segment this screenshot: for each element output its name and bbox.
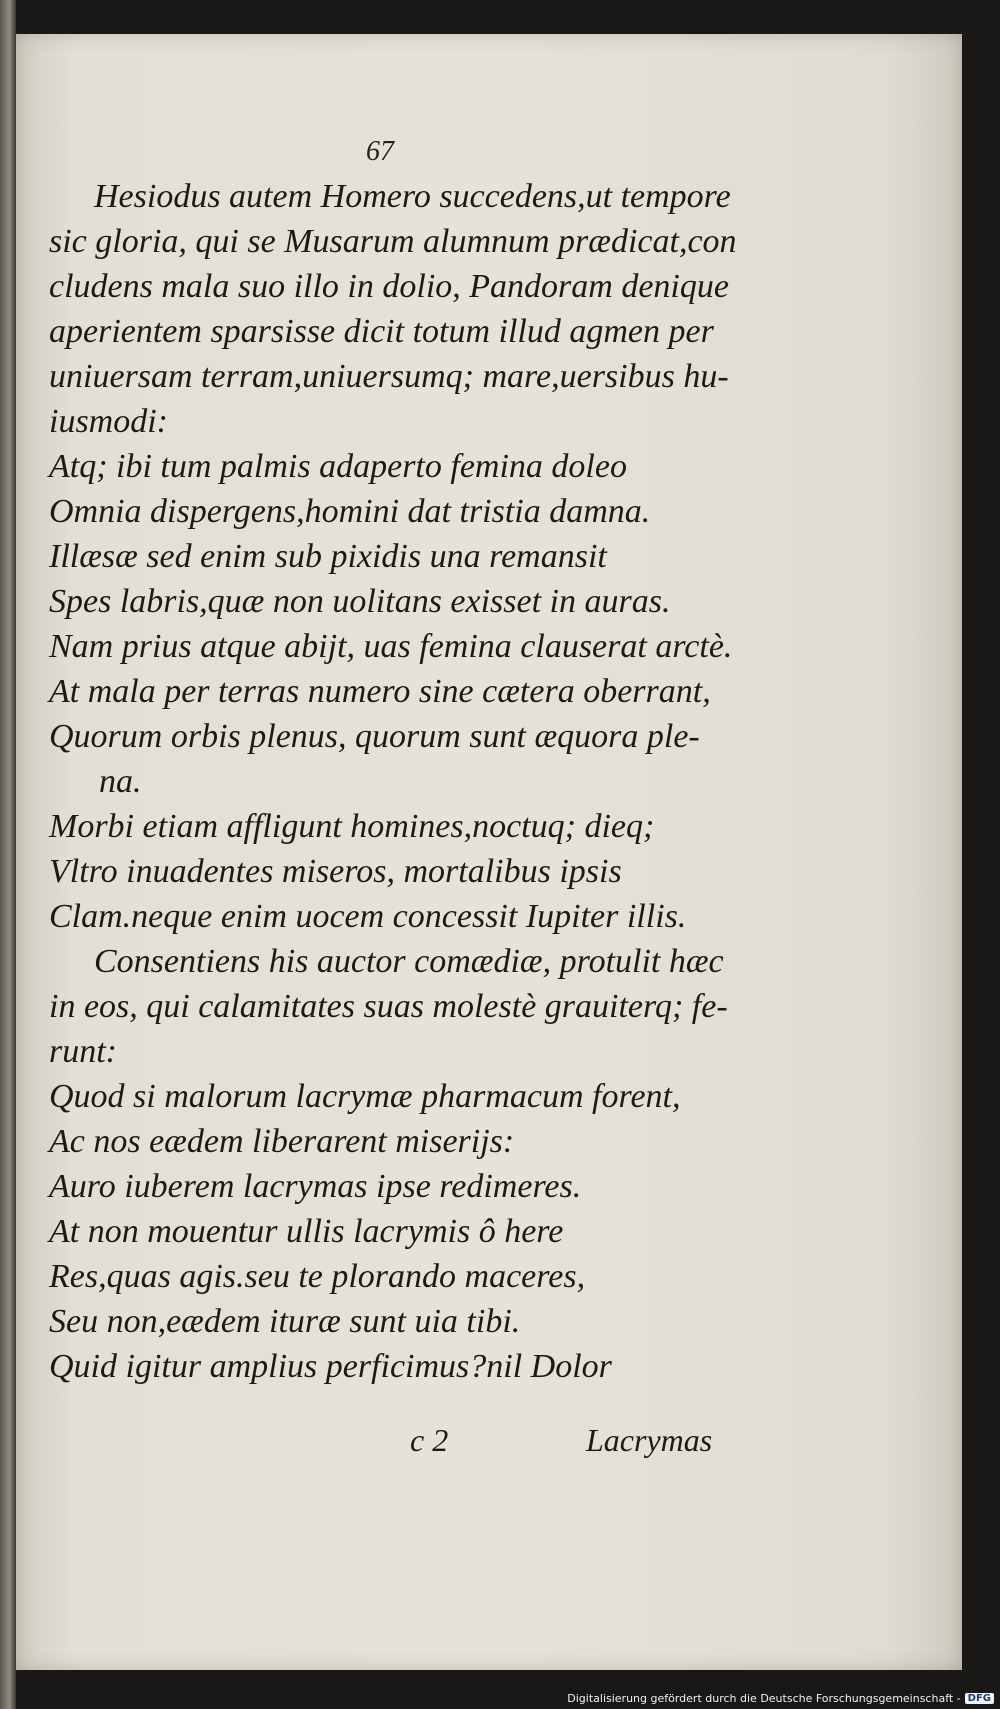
- text-line: in eos, qui calamitates suas molestè grauiterq; fe-: [49, 988, 728, 1025]
- page-number: 67: [366, 136, 394, 167]
- text-line: Vltro inuadentes miseros, mortalibus ipsis: [49, 853, 622, 890]
- dfg-logo: DFG: [965, 1693, 994, 1704]
- text-line: Morbi etiam affligunt homines,noctuq; dieq;: [49, 808, 655, 845]
- text-block: [49, 174, 789, 1389]
- text-line: Clam.neque enim uocem concessit Iupiter illis.: [49, 898, 687, 935]
- text-line: At mala per terras numero sine cætera oberrant,: [49, 673, 711, 710]
- text-line: Seu non,eædem ituræ sunt uia tibi.: [49, 1303, 521, 1340]
- text-line: Quorum orbis plenus, quorum sunt æquora ple-: [49, 718, 700, 755]
- text-line: At non mouentur ullis lacrymis ô here: [49, 1213, 564, 1250]
- credit-text: Digitalisierung gefördert durch die Deutsche Forschungsgemeinschaft -: [567, 1692, 961, 1705]
- text-line: uniuersam terram,uniuersumq; mare,uersibus hu-: [49, 358, 729, 395]
- text-line: Spes labris,quæ non uolitans exisset in auras.: [49, 583, 671, 620]
- text-line: cludens mala suo illo in dolio, Pandoram denique: [49, 268, 729, 305]
- text-line: iusmodi:: [49, 403, 168, 440]
- book-page: [16, 34, 962, 1670]
- text-line: aperientem sparsisse dicit totum illud agmen per: [49, 313, 714, 350]
- text-line: Auro iuberem lacrymas ipse redimeres.: [49, 1168, 582, 1205]
- text-line: Quid igitur amplius perficimus?nil Dolor: [49, 1348, 612, 1385]
- text-line: Quod si malorum lacrymæ pharmacum forent,: [49, 1078, 681, 1115]
- text-line: Hesiodus autem Homero succedens,ut tempore: [94, 178, 731, 215]
- text-line: Res,quas agis.seu te plorando maceres,: [49, 1258, 586, 1295]
- text-line: Ac nos eædem liberarent miserijs:: [49, 1123, 515, 1160]
- catchword: Lacrymas: [586, 1422, 713, 1458]
- text-line: na.: [99, 763, 142, 800]
- signature-mark: c 2: [410, 1422, 449, 1458]
- text-line: Illæsæ sed enim sub pixidis una remansit: [49, 538, 607, 575]
- text-line: sic gloria, qui se Musarum alumnum prædicat,con: [49, 223, 737, 260]
- text-line: Atq; ibi tum palmis adaperto femina doleo: [49, 448, 627, 485]
- text-line: Omnia dispergens,homini dat tristia damna.: [49, 493, 651, 530]
- text-line: runt:: [49, 1033, 117, 1070]
- text-line: Consentiens his auctor comædiæ, protulit hæc: [94, 943, 724, 980]
- text-line: Nam prius atque abijt, uas femina clauserat arctè.: [49, 628, 733, 665]
- digitization-credit: [567, 1692, 994, 1705]
- book-edge: [0, 0, 16, 1709]
